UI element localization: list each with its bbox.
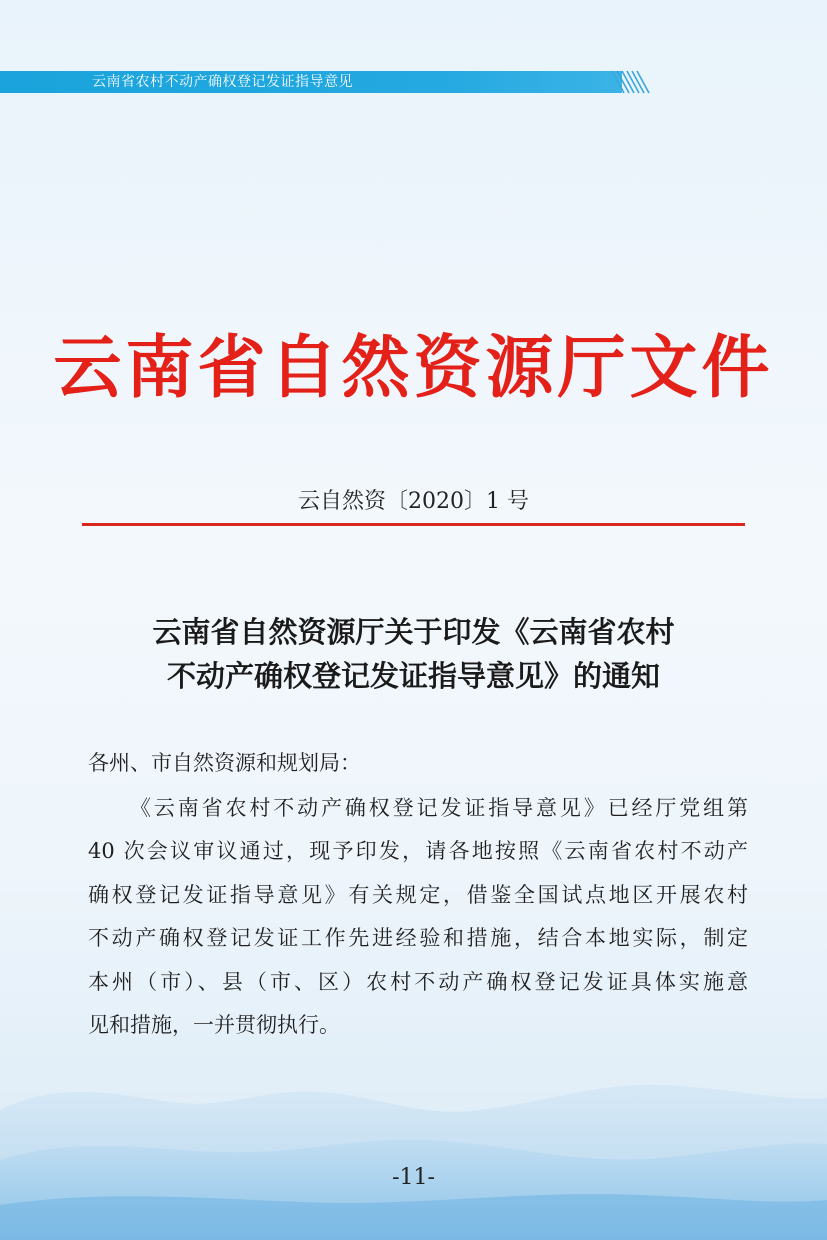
page-number: -11-	[392, 1165, 435, 1190]
body-line: 见和措施，一并贯彻执行。	[88, 1013, 340, 1038]
cloud-decoration	[0, 1040, 827, 1240]
notice-title-line: 云南省自然资源厅关于印发《云南省农村	[152, 615, 675, 649]
running-header-title: 云南省农村不动产确权登记发证指导意见	[92, 74, 353, 90]
body-line: 40 次会议审议通过，现予印发，请各地按照《云南省农村不动产	[88, 839, 748, 864]
document-number: 云自然资〔2020〕1 号	[298, 489, 529, 514]
notice-title-line: 不动产确权登记发证指导意见》的通知	[166, 659, 660, 693]
body-line: 《云南省农村不动产确权登记发证指导意见》已经厅党组第	[130, 796, 748, 820]
body-line: 本州（市）、县（市、区）农村不动产确权登记发证具体实施意	[88, 969, 748, 994]
issuer-title: 云南省自然资源厅文件	[53, 329, 774, 408]
notice-body	[88, 787, 748, 1047]
header-stripes-decoration	[608, 69, 652, 95]
red-divider-rule	[82, 523, 745, 526]
addressee: 各州、市自然资源和规划局：	[88, 751, 361, 775]
body-line: 确权登记发证指导意见》有关规定，借鉴全国试点地区开展农村	[88, 882, 748, 907]
notice-title	[0, 610, 827, 698]
body-line: 不动产确权登记发证工作先进经验和措施，结合本地实际，制定	[88, 926, 748, 951]
